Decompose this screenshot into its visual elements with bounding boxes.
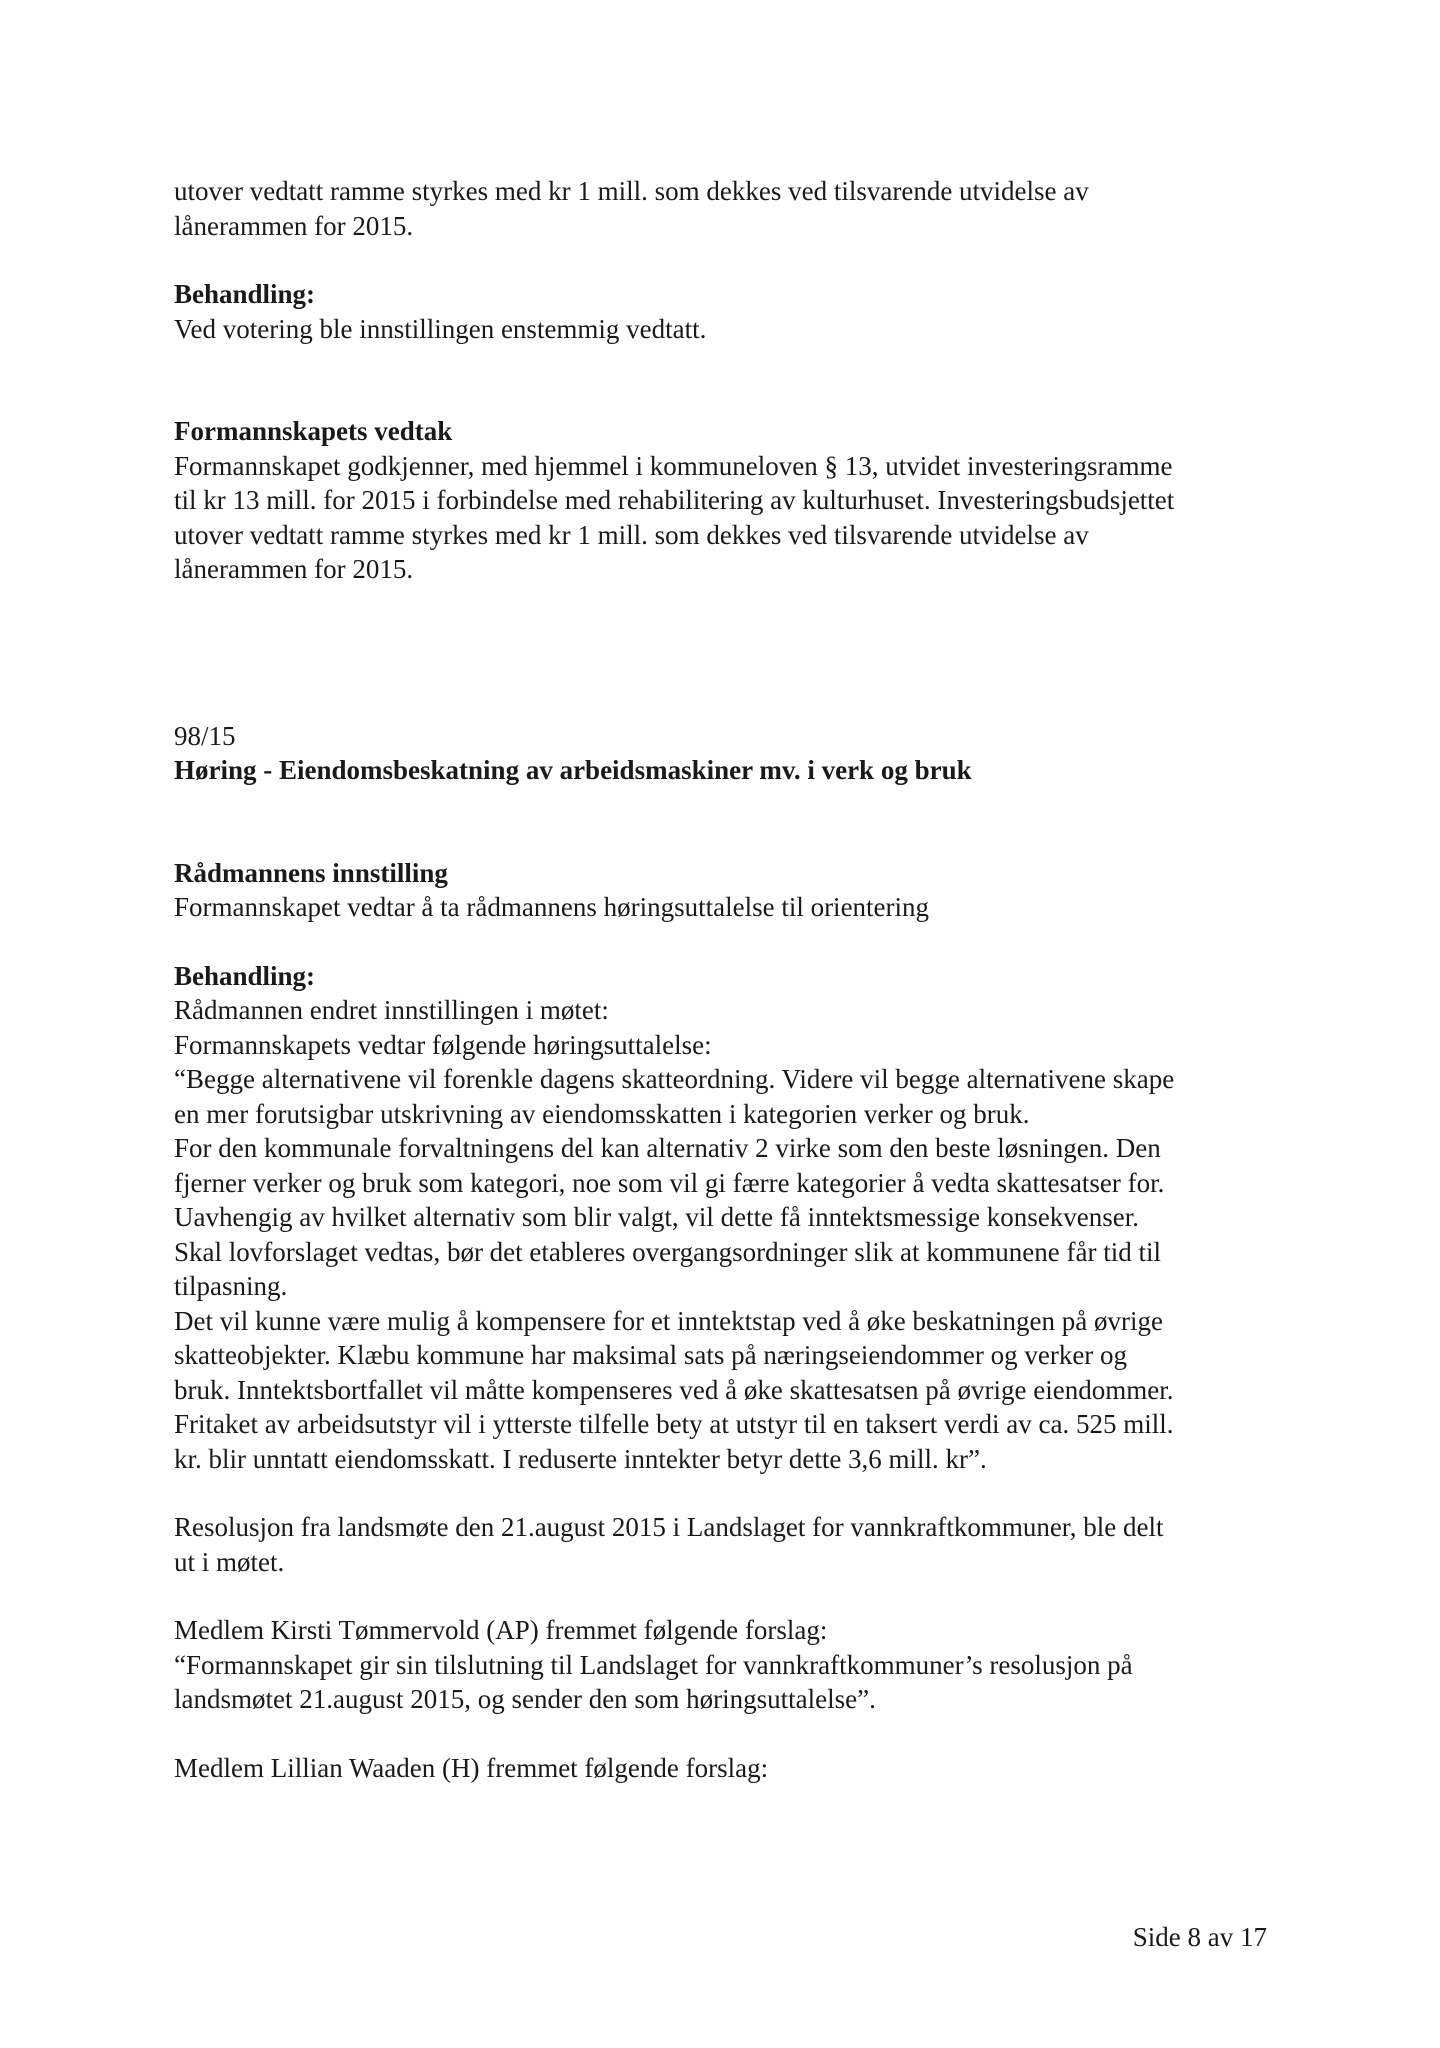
text-line: Ved votering ble innstillingen enstemmig vedtatt. xyxy=(174,313,707,344)
page-content xyxy=(174,174,1294,1785)
text-line: For den kommunale forvaltningens del kan alternativ 2 virke som den beste løsningen. Den xyxy=(174,1133,1161,1163)
page-number: Side 8 av 17 xyxy=(1132,1922,1267,1952)
text-line: Formannskapet vedtar å ta rådmannens høringsuttalelse til orientering xyxy=(174,892,930,922)
forslag-paragraph-2 xyxy=(174,1751,1294,1786)
text-line: Formannskapets vedtar følgende høringsuttalelse: xyxy=(174,1029,712,1060)
forslag-paragraph-1 xyxy=(174,1613,1294,1717)
text-line: tilpasning. xyxy=(174,1271,288,1301)
text-line: utover vedtatt ramme styrkes med kr 1 mill. som dekkes ved tilsvarende utvidelse av xyxy=(174,176,1089,206)
text-line: Rådmannen endret innstillingen i møtet: xyxy=(174,995,609,1025)
text-line: Det vil kunne være mulig å kompensere for et inntektstap ved å øke beskatningen på øvrige xyxy=(174,1305,1163,1336)
text-line: lånerammen for 2015. xyxy=(174,210,414,241)
behandling-section-2 xyxy=(174,959,1294,1477)
innstilling-section xyxy=(174,856,1294,925)
case-title: Høring - Eiendomsbeskatning av arbeidsmaskiner mv. i verk og bruk xyxy=(174,755,972,785)
text-line: Uavhengig av hvilket alternativ som blir valgt, vil dette få inntektsmessige konsekvenser. xyxy=(174,1202,1140,1232)
text-line: skatteobjekter. Klæbu kommune har maksimal sats på næringseiendommer og verker og xyxy=(174,1340,1128,1370)
text-line: “Formannskapet gir sin tilslutning til Landslaget for vannkraftkommuner’s resolusjon på xyxy=(174,1649,1133,1680)
text-line: Formannskapet godkjenner, med hjemmel i kommuneloven § 13, utvidet investeringsramme xyxy=(174,450,1173,481)
text-line: lånerammen for 2015. xyxy=(174,554,414,584)
text-line: “Begge alternativene vil forenkle dagens skatteordning. Videre vil begge alternativene skape xyxy=(174,1064,1175,1094)
section-heading: Rådmannens innstilling xyxy=(174,857,448,888)
text-line: Medlem Lillian Waaden (H) fremmet følgende forslag: xyxy=(174,1752,769,1783)
resolusjon-paragraph xyxy=(174,1510,1294,1579)
section-heading: Behandling: xyxy=(174,279,316,309)
behandling-section-1 xyxy=(174,277,1294,346)
text-line: Resolusjon fra landsmøte den 21.august 2015 i Landslaget for vannkraftkommuner, ble delt xyxy=(174,1512,1164,1542)
text-line: kr. blir unntatt eiendomsskatt. I reduserte inntekter betyr dette 3,6 mill. kr”. xyxy=(174,1443,987,1474)
text-line: en mer forutsigbar utskrivning av eiendomsskatten i kategorien verker og bruk. xyxy=(174,1098,1030,1129)
text-line: utover vedtatt ramme styrkes med kr 1 mill. som dekkes ved tilsvarende utvidelse av xyxy=(174,519,1089,550)
text-line: Medlem Kirsti Tømmervold (AP) fremmet følgende forslag: xyxy=(174,1615,828,1645)
text-line: Skal lovforslaget vedtas, bør det etableres overgangsordninger slik at kommunene får tid til xyxy=(174,1236,1161,1267)
section-heading: Behandling: xyxy=(174,960,316,991)
continued-paragraph xyxy=(174,174,1294,243)
vedtak-section xyxy=(174,414,1294,587)
text-line: til kr 13 mill. for 2015 i forbindelse med rehabilitering av kulturhuset. Investeringsbudsjettet xyxy=(174,485,1175,515)
text-line: bruk. Inntektsbortfallet vil måtte kompenseres ved å øke skattesatsen på øvrige eiendommer. xyxy=(174,1374,1174,1405)
text-line: ut i møtet. xyxy=(174,1546,285,1577)
case-header xyxy=(174,719,1294,788)
text-line: landsmøtet 21.august 2015, og sender den som høringsuttalelse”. xyxy=(174,1684,876,1714)
section-heading: Formannskapets vedtak xyxy=(174,416,453,446)
text-line: fjerner verker og bruk som kategori, noe som vil gi færre kategorier å vedta skattesatser for. xyxy=(174,1167,1165,1198)
text-line: Fritaket av arbeidsutstyr vil i ytterste tilfelle bety at utstyr til en taksert verdi av ca. 525 mill. xyxy=(174,1409,1174,1439)
case-number: 98/15 xyxy=(174,720,236,751)
